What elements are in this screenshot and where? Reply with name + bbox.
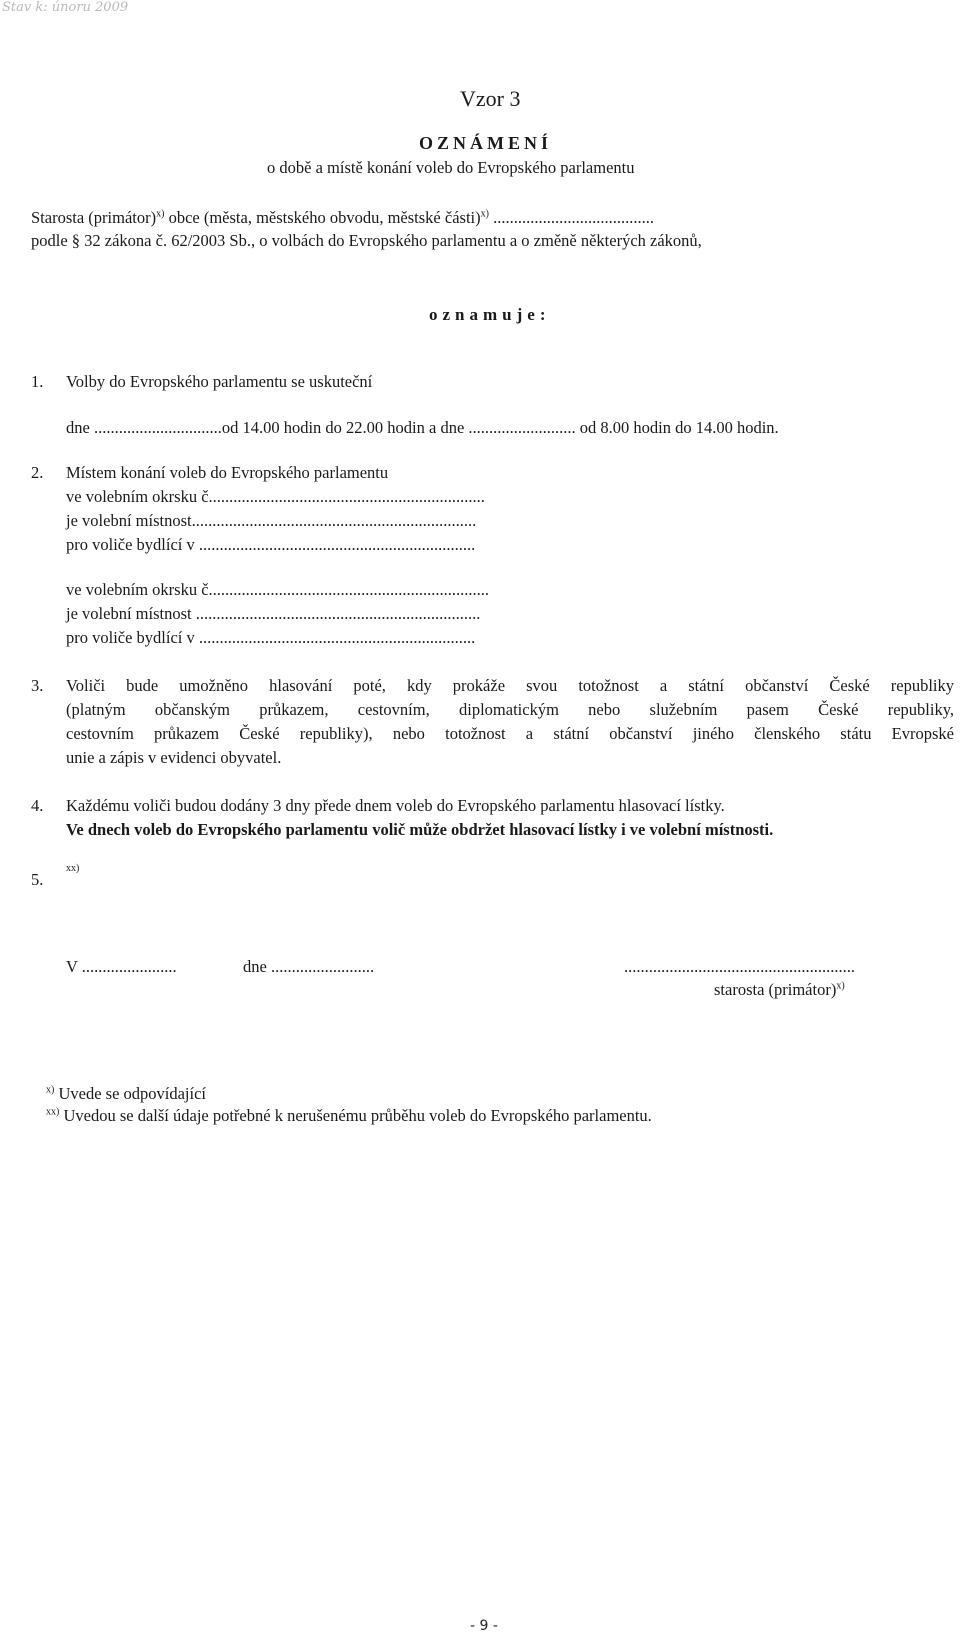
footnote-2-text: Uvedou se další údaje potřebné k nerušenému průběhu voleb do Evropského parlamentu. bbox=[59, 1106, 652, 1125]
document-subtitle: o době a místě konání voleb do Evropského parlamentu bbox=[267, 158, 635, 177]
item-3-line-3: cestovním průkazem České republiky), nebo totožnost a státní občanství jiného členského státu Evropské bbox=[66, 724, 954, 743]
footnote-1 bbox=[46, 1084, 206, 1104]
intro-text-b: obce (města, městského obvodu, městské části) bbox=[164, 208, 481, 227]
footnote-marker: x) bbox=[480, 208, 489, 220]
signature-line: ........................................................ bbox=[624, 957, 855, 976]
item-5-number: 5. bbox=[31, 870, 44, 889]
item-2-text: Místem konání voleb do Evropského parlamentu bbox=[66, 463, 389, 482]
item-2-room-b: je volební místnost ..................................................................... bbox=[66, 604, 481, 623]
footnote-marker: x) bbox=[156, 208, 165, 220]
item-5-footnote-marker: xx) bbox=[66, 863, 80, 874]
signature-date: dne ......................... bbox=[243, 957, 375, 976]
page-number: - 9 - bbox=[470, 1618, 498, 1634]
item-2-district-b: ve volebním okrsku č.................................................................... bbox=[66, 580, 490, 599]
item-3-line-1: Voliči bude umožněno hlasování poté, kdy prokáže svou totožnost a státní občanství České republiky bbox=[66, 676, 954, 695]
item-1-date-line: dne ...............................od 14.00 hodin do 22.00 hodin a dne .......................... od 8.00 hodin do 14.00 hodin. bbox=[66, 418, 779, 437]
footnote-marker: x) bbox=[836, 980, 845, 992]
item-2-district-a: ve volebním okrsku č................................................................... bbox=[66, 487, 485, 506]
item-2-voters-b: pro voliče bydlící v ................................................................... bbox=[66, 628, 476, 647]
signature-place: V ....................... bbox=[66, 957, 177, 976]
intro-line-1 bbox=[31, 208, 654, 228]
item-4-line-1: Každému voliči budou dodány 3 dny přede dnem voleb do Evropského parlamentu hlasovací lístky. bbox=[66, 796, 725, 815]
header-status-note: Stav k: únoru 2009 bbox=[2, 0, 129, 15]
announces-heading: oznamuje: bbox=[429, 305, 551, 324]
template-number: Vzor 3 bbox=[460, 86, 521, 111]
intro-line-2: podle § 32 zákona č. 62/2003 Sb., o volbách do Evropského parlamentu a o změně některých zákonů, bbox=[31, 231, 702, 250]
intro-dots: ....................................... bbox=[488, 208, 654, 227]
footnote-2 bbox=[46, 1106, 652, 1126]
item-4-line-2: Ve dnech voleb do Evropského parlamentu volič může obdržet hlasovací lístky i ve volební místnosti. bbox=[66, 820, 774, 839]
document-title: OZNÁMENÍ bbox=[419, 133, 553, 153]
item-1-text: Volby do Evropského parlamentu se uskuteční bbox=[66, 372, 373, 391]
item-1-number: 1. bbox=[31, 372, 44, 391]
signature-label-text: starosta (primátor) bbox=[714, 980, 837, 999]
item-2-voters-a: pro voliče bydlící v ................................................................... bbox=[66, 535, 476, 554]
intro-text-a: Starosta (primátor) bbox=[31, 208, 157, 227]
footnote-marker: x) bbox=[46, 1084, 55, 1096]
item-3-line-4: unie a zápis v evidenci obyvatel. bbox=[66, 748, 282, 767]
footnote-marker: xx) bbox=[46, 1106, 60, 1118]
item-3-line-2: (platným občanským průkazem, cestovním, diplomatickým nebo služebním pasem České republiky, bbox=[66, 700, 954, 719]
signature-label bbox=[714, 980, 845, 1000]
item-4-number: 4. bbox=[31, 796, 44, 815]
footnote-1-text: Uvede se odpovídající bbox=[54, 1084, 207, 1103]
item-3-number: 3. bbox=[31, 676, 44, 695]
item-2-room-a: je volební místnost..................................................................... bbox=[66, 511, 477, 530]
item-2-number: 2. bbox=[31, 463, 44, 482]
